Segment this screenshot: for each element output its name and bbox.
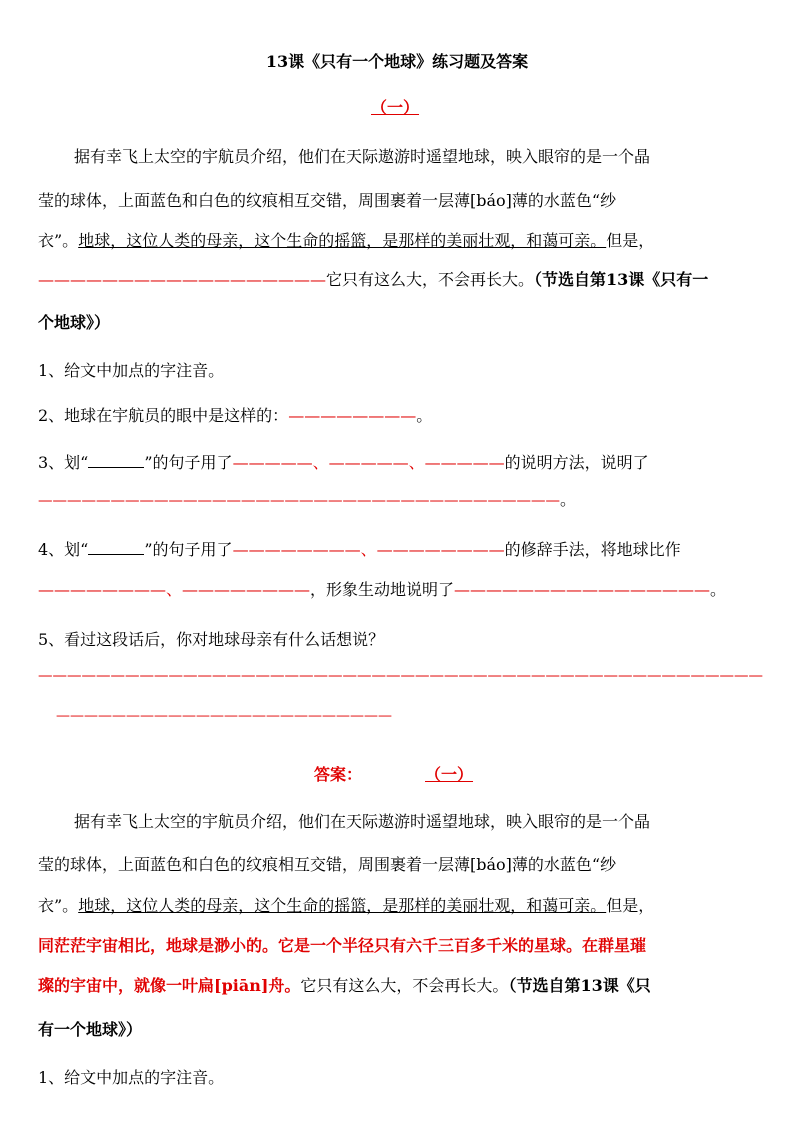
answer-passage-line-2: 莹的球体，上面蓝色和白色的纹痕相互交错，周围裹着一层薄[báo]薄的水蓝色“纱 bbox=[38, 855, 617, 874]
question-text: 2、地球在宇航员的眼中是这样的： bbox=[38, 406, 289, 425]
passage-text: 它只有这么大，不会再长大。 bbox=[300, 976, 509, 995]
underline-blank bbox=[88, 540, 144, 555]
answer-blank-line: ————— bbox=[232, 453, 313, 472]
passage-text: 它只有这么大，不会再长大。 bbox=[326, 270, 535, 289]
question-3-line-2 bbox=[38, 487, 576, 510]
question-text: 3、划“ bbox=[38, 453, 89, 472]
answer-blank-line: —————————————————— bbox=[38, 270, 326, 289]
separator: 、 bbox=[408, 453, 425, 472]
passage-line-2: 莹的球体，上面蓝色和白色的纹痕相互交错，周围裹着一层薄[báo]薄的水蓝色“纱 bbox=[38, 191, 617, 210]
answer-blank-line: ———————— bbox=[232, 540, 361, 559]
question-text: 的修辞手法，将地球比作 bbox=[504, 540, 681, 559]
answer-blank-line: ————— bbox=[424, 453, 505, 472]
source-note: （节选自第13课《只有一 bbox=[534, 270, 709, 289]
answer-question-1: 1、给文中加点的字注音。 bbox=[38, 1068, 225, 1087]
question-2 bbox=[38, 403, 432, 426]
question-text: 。 bbox=[416, 406, 433, 425]
question-text: 。 bbox=[710, 580, 727, 599]
answers-label: 答案： bbox=[314, 765, 363, 784]
passage-text: 衣”。 bbox=[38, 231, 79, 250]
question-text: ，形象生动地说明了 bbox=[310, 580, 455, 599]
answer-blank-line: ———————————————————————— bbox=[56, 708, 392, 724]
question-text: ”的句子用了 bbox=[144, 540, 233, 559]
question-1: 1、给文中加点的字注音。 bbox=[38, 361, 225, 380]
question-4 bbox=[38, 537, 681, 560]
answer-fill-line-1: 同茫茫宇宙相比，地球是渺小的。它是一个半径只有六千三百多千米的星球。在群星璀 bbox=[38, 936, 647, 955]
answer-blank-line: ———————— bbox=[182, 580, 311, 599]
answer-blank-line: ———————— bbox=[376, 540, 505, 559]
question-4-line-2 bbox=[38, 577, 726, 600]
source-note-cont: 个地球》） bbox=[38, 313, 111, 332]
passage-line-3 bbox=[38, 228, 654, 251]
answers-section-heading: （一） bbox=[425, 765, 474, 784]
question-text: ”的句子用了 bbox=[144, 453, 233, 472]
question-text: 的说明方法，说明了 bbox=[504, 453, 649, 472]
separator: 、 bbox=[312, 453, 329, 472]
answer-passage-line-5 bbox=[38, 973, 651, 996]
passage-text: 但是， bbox=[606, 231, 655, 250]
question-text: 4、划“ bbox=[38, 540, 89, 559]
question-5: 5、看过这段话后，你对地球母亲有什么话想说？ bbox=[38, 630, 385, 649]
underline-blank bbox=[88, 453, 144, 468]
passage-line-1: 据有幸飞上太空的宇航员介绍，他们在天际遨游时遥望地球，映入眼帘的是一个晶 bbox=[74, 147, 651, 166]
passage-text: 但是， bbox=[606, 896, 655, 915]
page-title: 13课《只有一个地球》练习题及答案 bbox=[265, 52, 529, 71]
passage-text: 衣”。 bbox=[38, 896, 79, 915]
answer-passage-line-1: 据有幸飞上太空的宇航员介绍，他们在天际遨游时遥望地球，映入眼帘的是一个晶 bbox=[74, 812, 651, 831]
passage-line-4 bbox=[38, 267, 708, 290]
source-note: （节选自第13课《只 bbox=[508, 976, 651, 995]
separator: 、 bbox=[166, 580, 183, 599]
question-text: 。 bbox=[560, 490, 577, 509]
answer-blank-line: ———————————————— bbox=[454, 580, 711, 599]
answer-passage-line-3 bbox=[38, 893, 654, 916]
answer-source-note-cont: 有一个地球》） bbox=[38, 1020, 143, 1039]
section-heading: （一） bbox=[371, 98, 420, 117]
answer-fill-text: 璨的宇宙中，就像一叶扁[piān]舟。 bbox=[38, 976, 301, 995]
answer-blank-line: ————— bbox=[328, 453, 409, 472]
underlined-sentence: 地球，这位人类的母亲，这个生命的摇篮，是那样的美丽壮观，和蔼可亲。 bbox=[78, 896, 607, 915]
question-3 bbox=[38, 450, 649, 473]
answer-blank-line: —————————————————————————————————————————————————— bbox=[38, 668, 763, 684]
separator: 、 bbox=[360, 540, 377, 559]
answer-blank-line: ———————— bbox=[38, 580, 166, 599]
underlined-sentence: 地球，这位人类的母亲，这个生命的摇篮，是那样的美丽壮观，和蔼可亲。 bbox=[78, 231, 607, 250]
answer-blank-line: ———————— bbox=[288, 406, 417, 425]
answer-blank-line: ———————————————————————————————————— bbox=[38, 493, 560, 509]
